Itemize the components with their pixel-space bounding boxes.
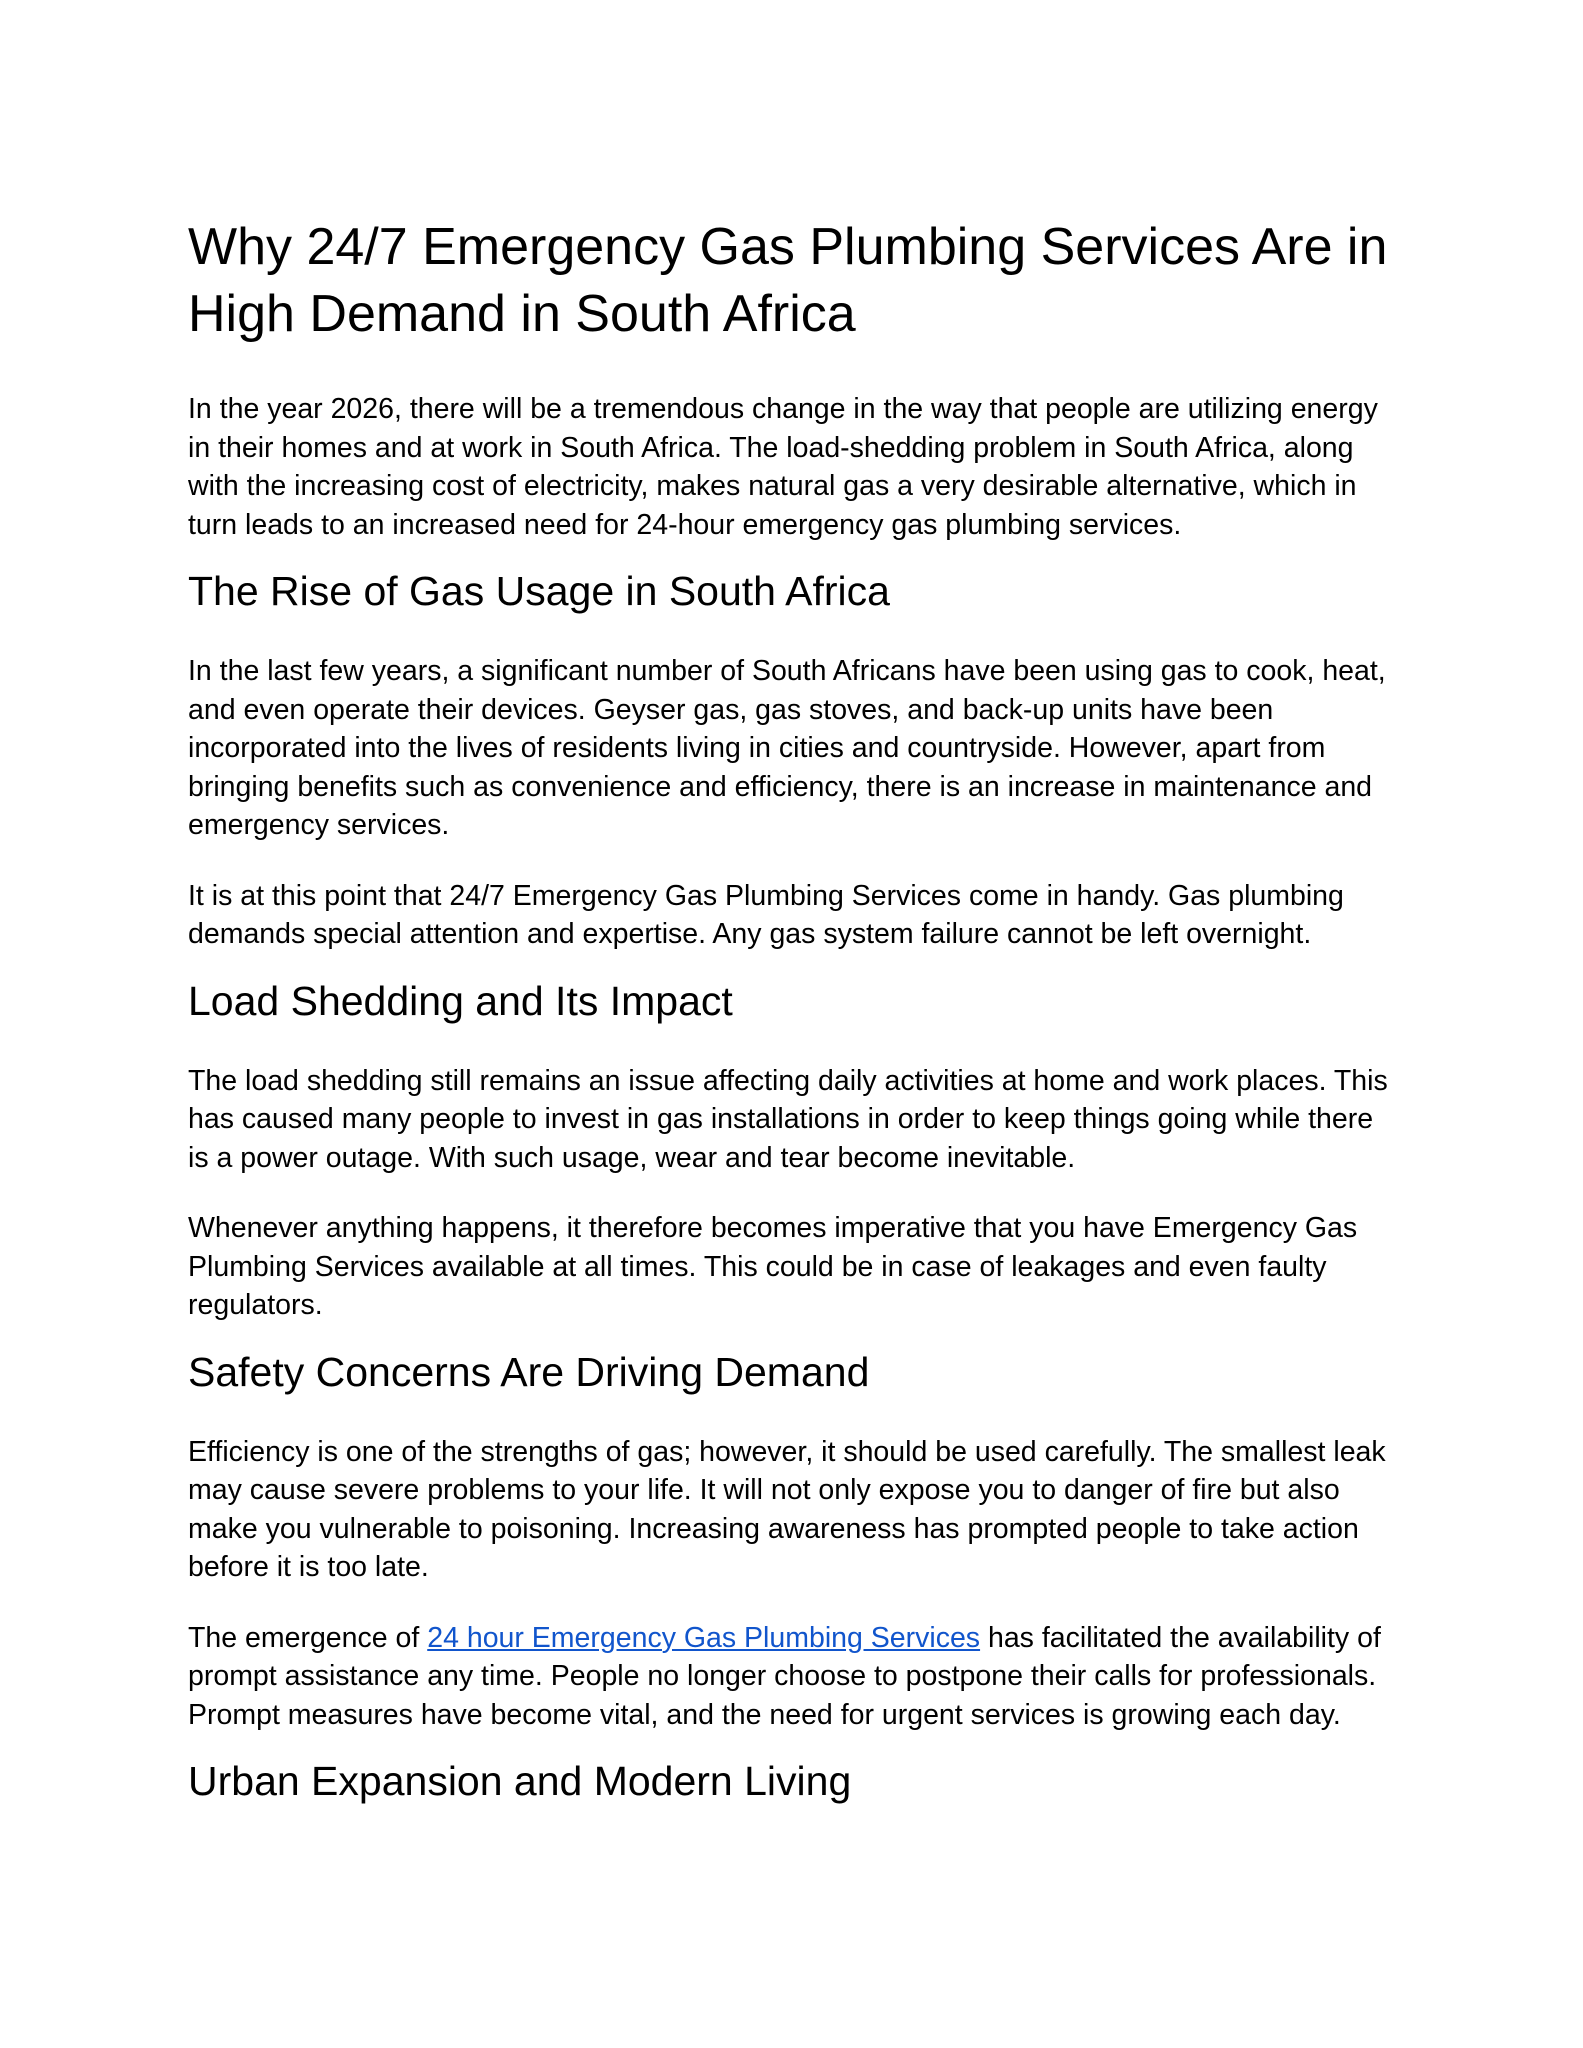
section-heading-safety-concerns: Safety Concerns Are Driving Demand [188,1348,870,1395]
paragraph-with-link [188,1619,1400,1735]
paragraph-gas-usage-2: It is at this point that 24/7 Emergency Gas Plumbing Services come in handy. Gas plumbing demands special attention and expertise. Any gas system failure cannot be left overnight. [188,879,1344,950]
section-heading-load-shedding: Load Shedding and Its Impact [188,977,733,1024]
emergency-gas-plumbing-services-link[interactable]: 24 hour Emergency Gas Plumbing Services [427,1621,981,1654]
document-title: Why 24/7 Emergency Gas Plumbing Services Are in High Demand in South Africa [188,218,1388,343]
paragraph-load-shedding-2: Whenever anything happens, it therefore becomes imperative that you have Emergency Gas Plumbing Services available at all times. This could be in case of leakages and even faulty regulators. [188,1212,1358,1321]
paragraph-gas-usage-1: In the last few years, a significant number of South Africans have been using gas to cook, heat, and even operate their devices. Geyser gas, gas stoves, and back-up units have been incorporated into the lives of residents living in cities and countryside. However, apart from bringing benefits such as convenience and efficiency, there is an increase in maintenance and emergency services. [188,655,1386,841]
link-paragraph-text-before: The emergence of [188,1621,428,1654]
intro-paragraph: In the year 2026, there will be a tremendous change in the way that people are utilizing energy in their homes and at work in South Africa. The load-shedding problem in South Africa, along with the increasing cost of electricity, makes natural gas a very desirable alternative, which in turn leads to an increased need for 24-hour emergency gas plumbing services. [188,393,1378,541]
paragraph-load-shedding-1: The load shedding still remains an issue affecting daily activities at home and work places. This has caused many people to invest in gas installations in order to keep things going while there is a power outage. With such usage, wear and tear become inevitable. [188,1064,1388,1174]
section-heading-rise-of-gas-usage: The Rise of Gas Usage in South Africa [188,568,890,614]
section-heading-urban-expansion: Urban Expansion and Modern Living [188,1758,852,1804]
paragraph-safety-concerns-1: Efficiency is one of the strengths of gas; however, it should be used carefully. The smallest leak may cause severe problems to your life. It will not only expose you to danger of fire but also make you vulnerable to poisoning. Increasing awareness has prompted people to take action before it is too late. [188,1435,1386,1583]
link-paragraph-text-after: has facilitated the availability of prompt assistance any time. People no longer choose to postpone their calls for professionals. Prompt measures have become vital, and the need for urgent services is growing each day. [188,1621,1381,1731]
